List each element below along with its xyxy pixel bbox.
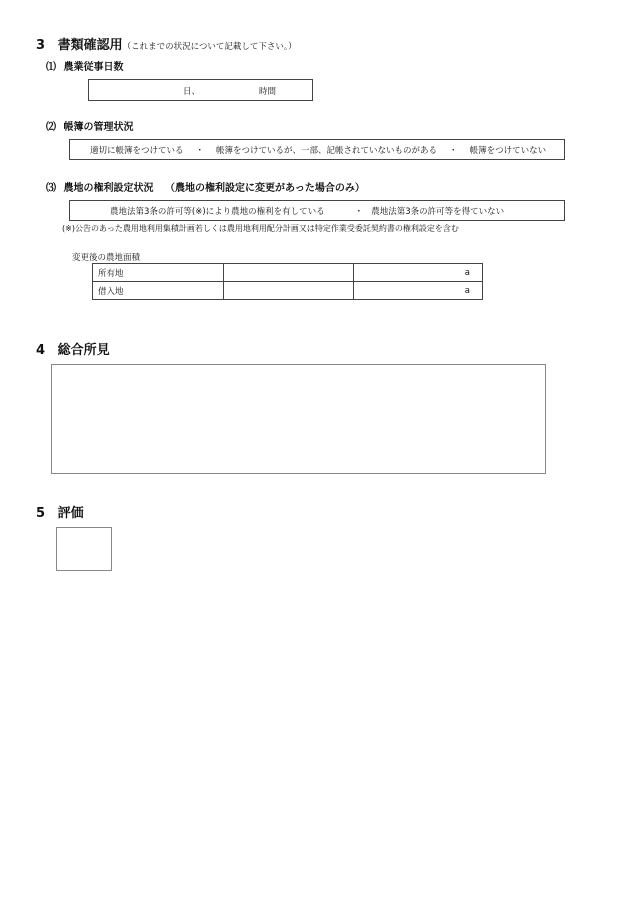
ledger-option-2[interactable]: 帳簿をつけているが、一部、記帳されていないものがある [216, 145, 438, 156]
table-row [93, 264, 483, 282]
owned-value-cell[interactable] [224, 264, 354, 282]
q1-label: ⑴ [46, 62, 56, 73]
q3-subtitle: （農地の権利設定に変更があった場合のみ） [164, 183, 365, 194]
leased-unit: a [354, 282, 483, 300]
section-4-title: 総合所見 [57, 343, 110, 358]
ledger-options-box [69, 139, 565, 160]
hours-unit: 時間 [259, 87, 277, 97]
section-4-heading [36, 339, 110, 358]
ledger-sep-2: ・ [449, 145, 458, 156]
row-label-owned: 所有地 [93, 264, 224, 282]
rights-option-1[interactable]: 農地法第3条の許可等(※)により農地の権利を有している [110, 206, 325, 217]
ledger-option-3[interactable]: 帳簿をつけていない [469, 145, 547, 156]
area-title: 変更後の農地面積 [72, 253, 141, 263]
section-3-title: 書類確認用 [57, 38, 123, 53]
leased-value-cell[interactable] [224, 282, 354, 300]
q2-title: 帳簿の管理状況 [63, 122, 134, 133]
q3-label: ⑶ [46, 183, 56, 194]
table-row [93, 282, 483, 300]
owned-unit: a [354, 264, 483, 282]
q1-title: 農業従事日数 [63, 62, 124, 73]
farmland-area-table [92, 263, 483, 300]
ledger-sep-1: ・ [195, 145, 205, 156]
q3-title: 農地の権利設定状況 [63, 183, 154, 194]
rights-options-box [69, 200, 565, 221]
section-3-number: 3 [36, 38, 46, 53]
section-3-heading [36, 34, 297, 53]
rights-footnote: (※)公告のあった農用地利用集積計画若しくは農用地利用配分計画又は特定作業受委託契約書の権利設定を含む [62, 224, 459, 233]
section-5-heading [36, 502, 84, 521]
section-3-note: （これまでの状況について記載して下さい。） [122, 42, 297, 52]
evaluation-box[interactable] [56, 527, 112, 571]
working-days-box[interactable] [88, 79, 313, 101]
overall-findings-box[interactable] [51, 364, 546, 474]
section-5-number: 5 [36, 506, 46, 521]
section-5-title: 評価 [57, 506, 84, 521]
q2-label: ⑵ [46, 122, 56, 133]
rights-option-2[interactable]: 農地法第3条の許可等を得ていない [371, 206, 505, 217]
q1-heading [46, 58, 123, 73]
rights-sep: ・ [354, 206, 364, 217]
q2-heading [46, 118, 133, 133]
ledger-option-1[interactable]: 適切に帳簿をつけている [90, 145, 184, 156]
section-4-number: 4 [36, 343, 46, 358]
row-label-leased: 借入地 [93, 282, 224, 300]
q3-heading [46, 179, 365, 194]
days-unit: 日、 [183, 87, 201, 97]
